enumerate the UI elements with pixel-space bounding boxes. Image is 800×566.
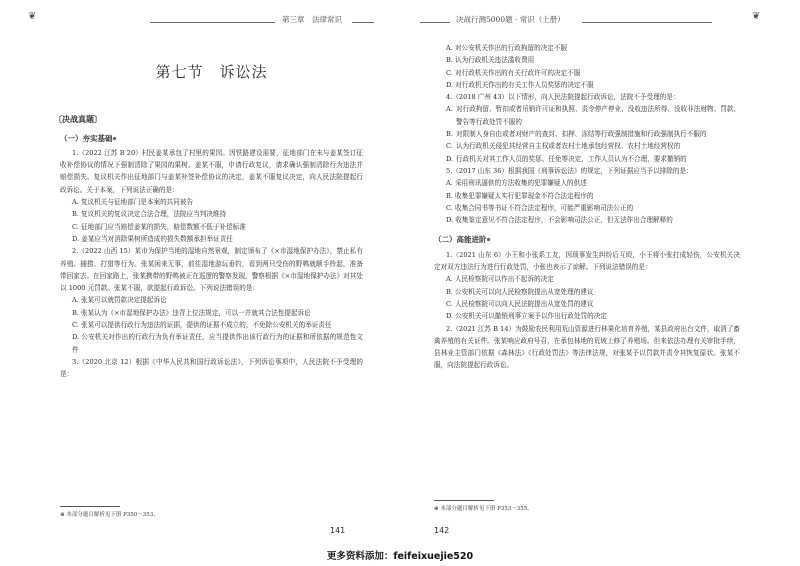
option-text: 对限制人身自由或者对财产的查封、扣押、冻结等行政强制措施和行政强制执行不服的 (456, 130, 707, 139)
question-stem: 1.（2021 山东 6）小王和小张系工友，因琐事发生纠纷后互殴，小王将小张打成轻伤，公安机关决定对双方违法行为进行行政处罚，小张也表示了谅解。下列说法错误的是： (434, 250, 740, 272)
header-rule (420, 22, 450, 23)
question-stem: 3.（2020 北京 12）根据《中华人民共和国行政诉讼法》，下列诉讼事项中，人民法院不予受理的是： (60, 357, 363, 379)
answer-option: D. 公安机关对作出的行政行为负有举证责任，应当提供作出该行政行为的证据和所依据的规范性文件 (72, 333, 363, 354)
question-list (60, 147, 363, 381)
answer-option: C. 张某可以提供行政行为违法的证据，提供的证据不成立的，不免除公安机关的举证责任 (72, 321, 332, 330)
answer-option (434, 153, 740, 165)
option-label: C. (446, 142, 453, 151)
answer-option: B. 张某认为《×市湿地保护办法》违背上位法规定，可以一并就其合法性提起诉讼 (72, 308, 311, 317)
left-running-header: 第三章 法律常识 (282, 15, 342, 24)
left-page-body (54, 38, 363, 381)
answer-option (434, 103, 740, 128)
answer-option: D. 公安机关可以撤销刑事立案予以作出行政处罚的决定 (446, 312, 607, 321)
answer-option: D. 对行政机关作出的有关工作人员奖惩的决定不服 (446, 80, 594, 89)
option-label: D. (446, 154, 454, 163)
subsection-heading (60, 133, 363, 145)
option-label: A. (446, 105, 453, 114)
left-page-number: 141 (330, 526, 346, 535)
question-stem: 1.（2022 江苏 B 20）村民姜某承包了村里的果园。因铁路建设需要，征地部门在未与姜某签订征收补偿协议的情况下强制清除了果园的果树。姜某不服，申请行政复议，请求确认强制清除行为违法并赔偿损失。复议机关作出征地部门与姜某补签补偿协议的决定，姜某不服复议决定，向人民法院提起行政诉讼。关于本案，下列说法正确的是： (60, 148, 363, 194)
answer-option: A. 复议机关与征地部门是本案的共同被告 (72, 198, 194, 207)
option-list (434, 103, 740, 164)
subsection-heading-text: （一）夯实基础 (60, 133, 113, 143)
answer-option: C. 人民检察院可以向人民法院提出从宽处罚的建议 (446, 299, 594, 308)
question-stem: 2.（2022 山西 15）某市为保护当地的湿地自然景观，制定颁布了《×市湿地保护办法》，禁止私有养殖、捕捞、打猎等行为。张某闲来无事，前往湿地游玩垂钓，看到两只受伤的野鸭就顺手拎起，准备带回家去。在回家路上，张某携带的野鸭被正在巡逻的警察发现，警察根据《×市湿地保护办法》对其处以 1000 元罚款。张某不服，欲提起行政诉讼。下列说法错误的是： (60, 247, 363, 293)
section-label: 〔决战真题〕 (54, 115, 102, 125)
answer-option (434, 128, 740, 140)
answer-option (434, 140, 740, 152)
answer-option: D. 姜某应当对消除果树所造成的损失数额承担举证责任 (72, 234, 233, 243)
question-stem: 2.（2021 江苏 B 14）为鼓励农民利用荒山资源进行林果化培育养殖，某县政府出台文件，取消了畜禽养殖的有关证件。张某响应政府号召，在承包林地的荒坡上修了养殖场。但来依法办理有关审批手续，县林业主管部门依据《森林法》《行政处罚法》等法律法规，对张某予以罚款并责令其恢复原状。张某不服，向法院提起行政诉讼。 (434, 324, 740, 370)
answer-option: A. 采用刑讯逼供的方法收集的犯罪嫌疑人的供述 (446, 179, 587, 188)
answer-option: C. 征地部门应当赔偿姜某的损失，赔偿数额不低于补偿标准 (72, 222, 246, 231)
left-footnote: ⊕ 本部分题目解析见下册 P350～353。 (60, 512, 159, 518)
option-text: 行政机关对其工作人员的奖惩、任免等决定，工作人员认为不合理，要求撤销的 (456, 154, 687, 163)
section-title: 第七节 诉讼法 (155, 63, 268, 81)
answer-option: B. 收集犯罪嫌疑人实行犯罪现金不符合法定程序的 (446, 191, 594, 200)
answer-option: D. 收集鉴定意见不符合法定程序，不会影响司法公正，但无法作出合理解释的 (446, 216, 673, 225)
question-list (434, 249, 740, 372)
header-rule (150, 22, 275, 23)
promo-footer: 更多资料添加：feifeixuejie520 (326, 551, 474, 562)
footnote-rule (434, 500, 494, 501)
footnote-rule (60, 506, 120, 507)
answer-option: B. 认为行政机关违法滥收费用 (446, 56, 535, 65)
answer-option: C. 收集合同书等书证不符合法定程序，可能严重影响司法公正的 (446, 203, 634, 212)
header-rule (352, 22, 374, 23)
leaf-ornament-icon: ❦ (28, 11, 37, 22)
leaf-ornament-icon: ❦ (752, 11, 761, 22)
answer-option: C. 对行政机关作出的有关行政许可的决定不服 (446, 68, 581, 77)
option-text: 对行政拘留、暂扣或者吊销许可证和执照、责令停产停业、没收违法所得、没收非法财物、罚款、警告等行政处罚不服的 (456, 105, 740, 126)
question-list (434, 42, 740, 103)
right-page-body (434, 42, 740, 372)
subsection-heading (434, 234, 740, 246)
right-footnote: ⊕ 本部分题目解析见下册 P353～355。 (434, 506, 533, 512)
option-label: B. (446, 130, 453, 139)
answer-option: A. 人民检察院可以作出不起诉的决定 (446, 275, 554, 284)
answer-option: B. 复议机关的复议决定合法合理，法院应当判决维持 (72, 210, 227, 219)
question-stem: 5.（2017 山东 36）根据我国《刑事诉讼法》的规定，下列证据应当予以排除的是： (446, 166, 693, 175)
answer-option: B. 公安机关可以向人民检察院提出从宽处理的建议 (446, 287, 594, 296)
subsection-heading-text: （二）高能进阶 (434, 235, 487, 245)
footnote-mark-icon: ⊕ (486, 237, 491, 244)
answer-option: A. 张某可以就罚款决定提起诉讼 (72, 296, 167, 305)
footnote-mark-icon: ⊕ (112, 135, 117, 142)
answer-option: A. 对公安机关作出的行政拘留的决定不服 (446, 44, 568, 52)
right-running-header: 决战行测5000题 · 常识（上册） (456, 15, 565, 24)
header-rule (582, 22, 712, 23)
question-stem: 4.（2018 广州 43）以下情形，向人民法院提起行政诉讼，法院不予受理的是： (446, 93, 680, 102)
question-list (434, 165, 740, 226)
option-text: 认为行政机关侵犯其经营自主权或者农村土地承包经营权、农村土地经营权的 (456, 142, 681, 151)
right-page-number: 142 (434, 526, 450, 535)
